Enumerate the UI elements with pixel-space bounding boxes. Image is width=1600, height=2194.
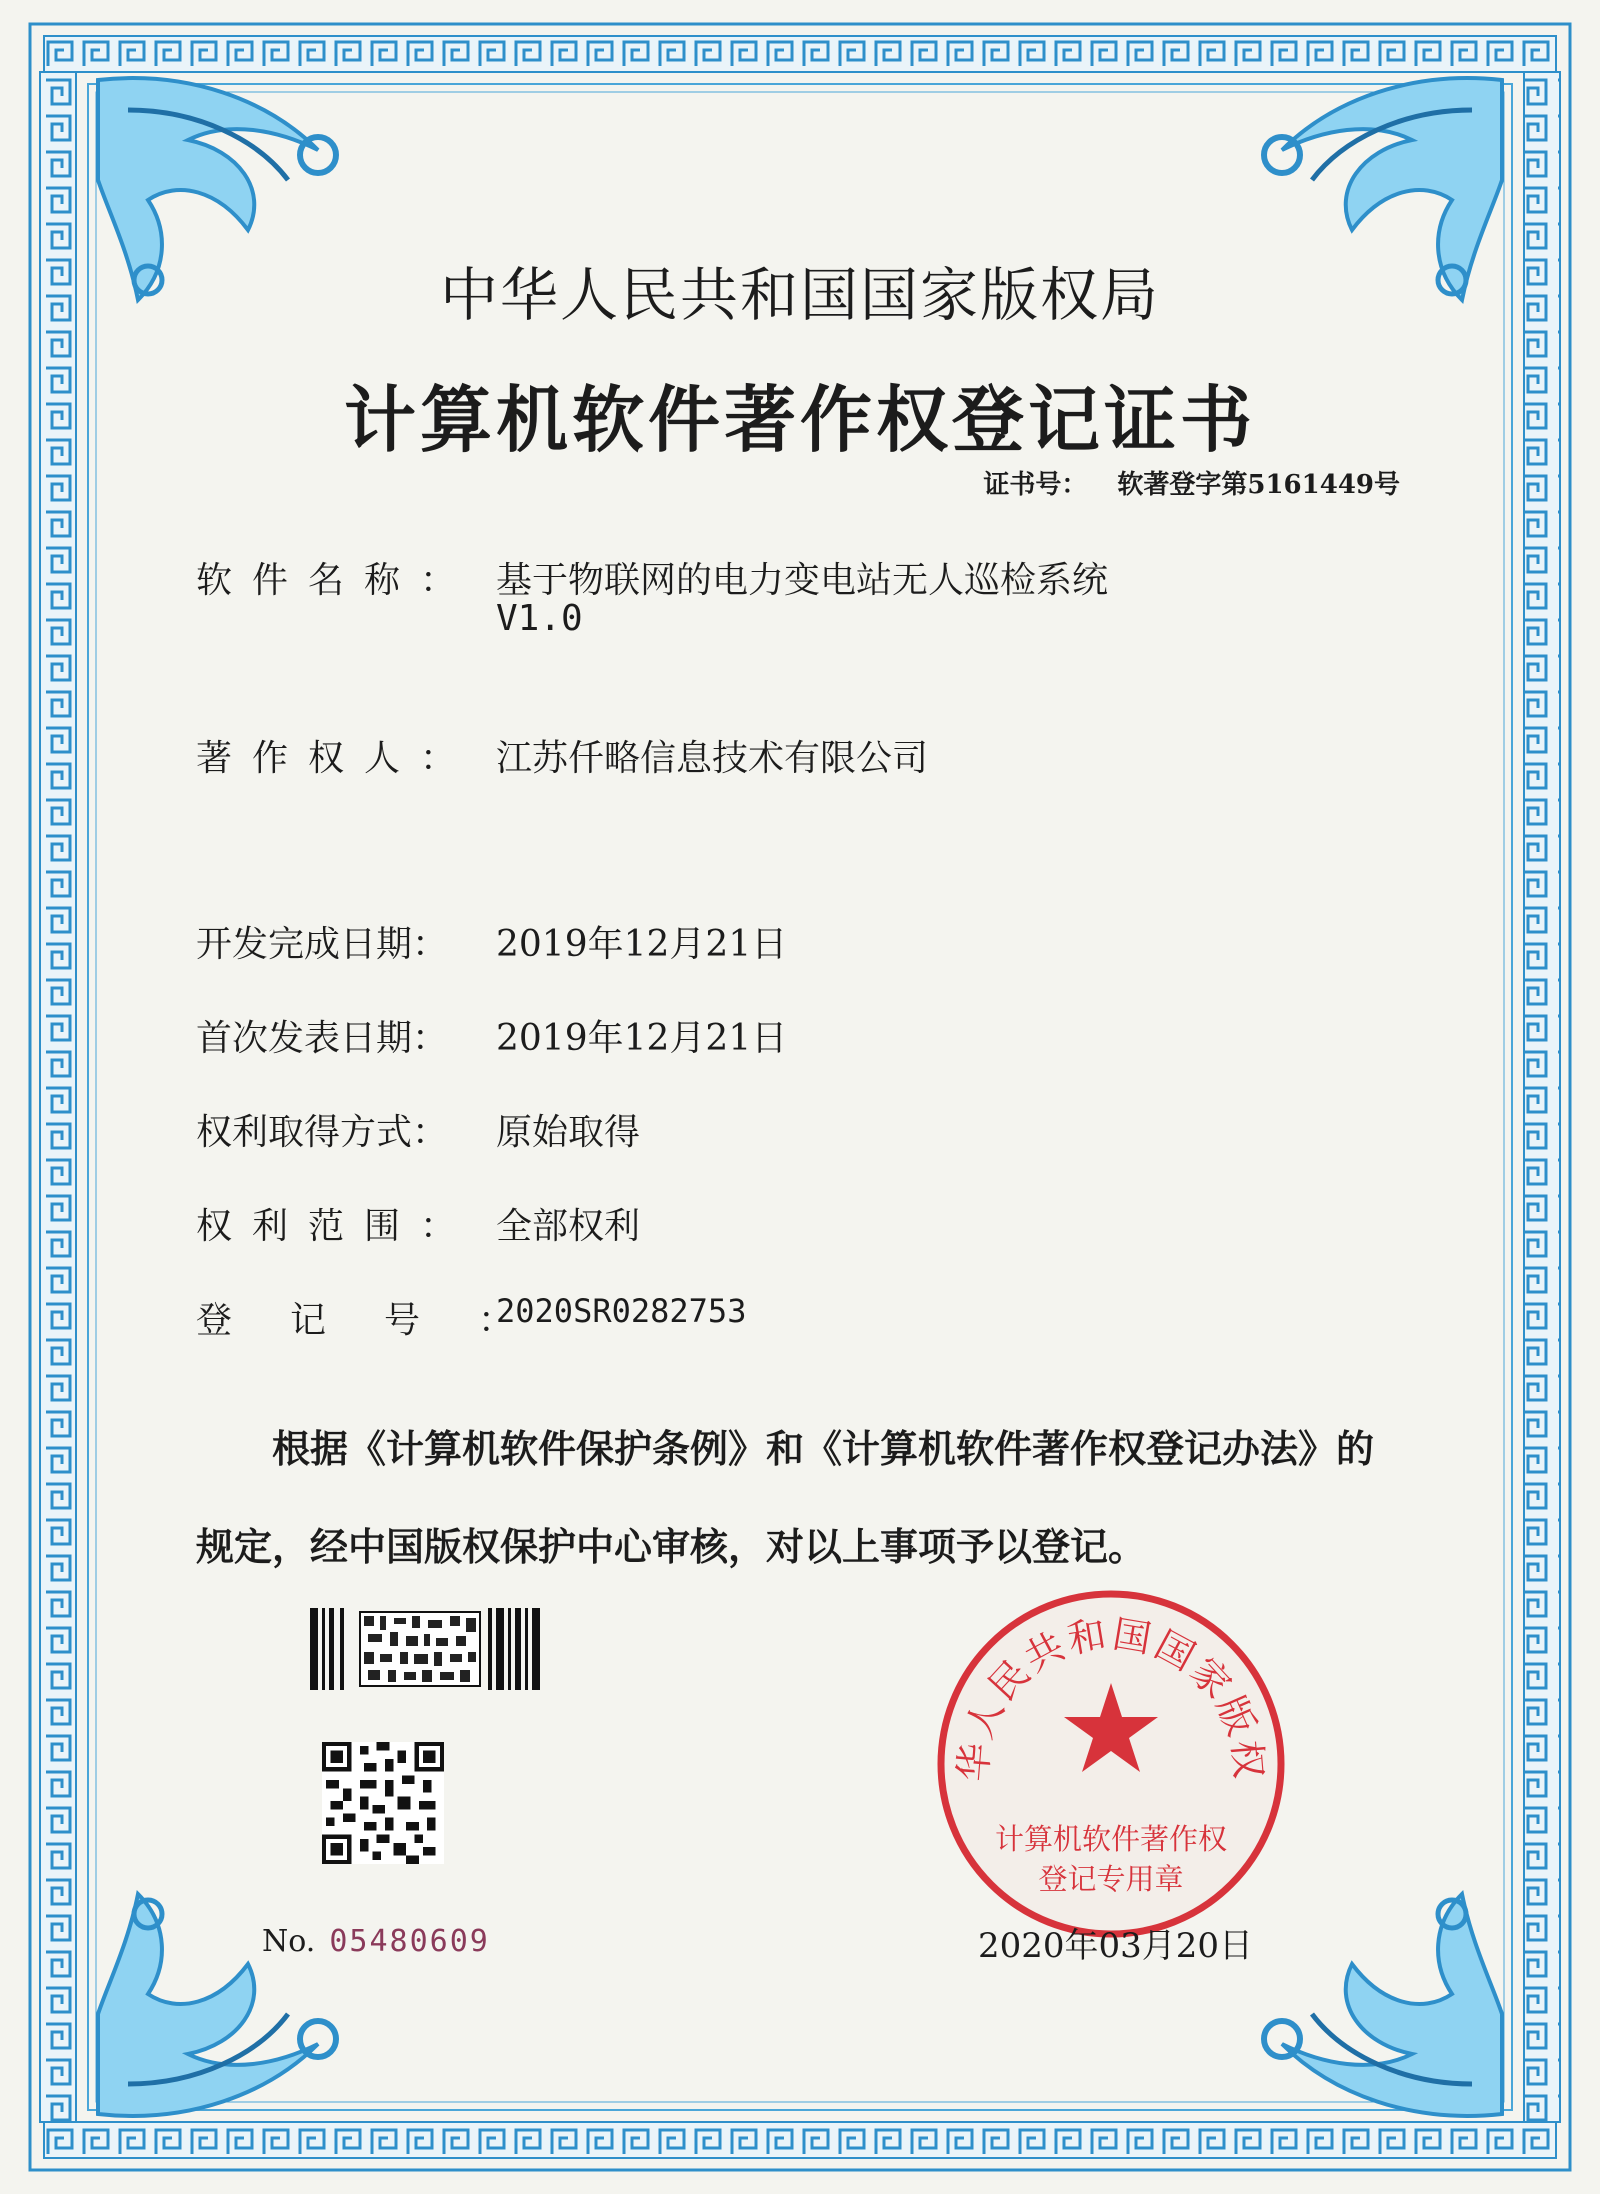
first-publication-date-value: 2019年12月21日: [496, 1018, 788, 1059]
seal-text-line-1: 计算机软件著作权: [994, 1822, 1227, 1856]
serial-prefix: No.: [262, 1924, 316, 1959]
issue-date: 2020年03月20日: [978, 1926, 1254, 1966]
software-name-version: V1.0: [496, 598, 583, 639]
seal-arc-text: 华人民共和国国家版权: [950, 1611, 1272, 1783]
software-name-value: 基于物联网的电力变电站无人巡检系统: [496, 560, 1109, 601]
barcode: [310, 1608, 546, 1690]
software-name-label: 软件名称：: [196, 560, 477, 601]
certificate-number-label: 证书号：: [983, 470, 1088, 500]
certificate-title: 计算机软件著作权登记证书: [343, 377, 1256, 462]
first-publication-date-label: 首次发表日期：: [196, 1018, 449, 1059]
corner-ornament-bottom-left: [68, 1854, 398, 2134]
completion-date-value: 2019年12月21日: [496, 924, 788, 965]
completion-date-label: 开发完成日期：: [196, 924, 449, 965]
authority-title: 中华人民共和国国家版权局: [439, 261, 1160, 329]
seal-text-line-2: 登记专用章: [1038, 1862, 1184, 1896]
copyright-owner-label: 著作权人：: [196, 738, 477, 779]
acquisition-method-value: 原始取得: [496, 1112, 641, 1153]
scope-of-rights-label: 权利范围：: [196, 1206, 477, 1247]
registration-number-label: 登记号：: [196, 1300, 573, 1341]
acquisition-method-label: 权利取得方式：: [196, 1112, 449, 1153]
qr-code: [322, 1742, 444, 1864]
registration-number-value: 2020SR0282753: [496, 1292, 747, 1330]
serial-number: [262, 1924, 490, 1959]
serial-value: 05480609: [329, 1924, 490, 1959]
statement-line-2: 规定，经中国版权保护中心审核，对以上事项予以登记。: [196, 1524, 1147, 1569]
official-seal: [932, 1585, 1290, 1943]
copyright-owner-value: 江苏仟略信息技术有限公司: [496, 738, 929, 779]
certificate-number-value: 软著登字第5161449号: [1117, 470, 1400, 500]
certificate-number: [983, 464, 1400, 501]
statement-line-1: 根据《计算机软件保护条例》和《计算机软件著作权登记办法》的: [272, 1426, 1375, 1471]
scope-of-rights-value: 全部权利: [496, 1206, 641, 1247]
